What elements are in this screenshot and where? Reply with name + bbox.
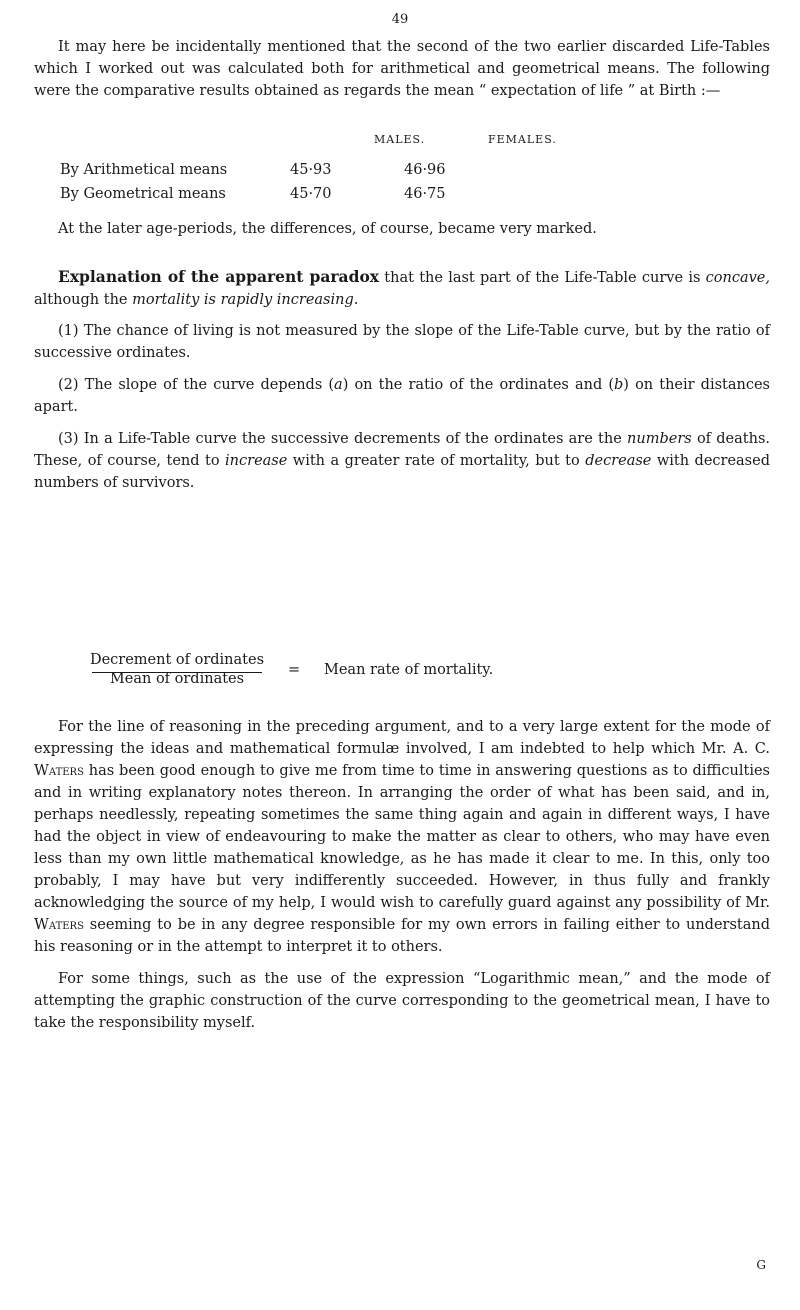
text-span: that the last part of the Life-Table curve is <box>379 270 706 286</box>
italic-span: mortality is rapidly increasing. <box>132 292 359 308</box>
row-label: By Geometrical means <box>60 186 226 202</box>
after-table-text: At the later age-periods, the differences, of course, became very marked. <box>58 221 597 237</box>
text-span: For the line of reasoning in the preceding argument, and to a very large extent for the mode of expressing the ideas and mathematical formulæ involved, I am indebted to help which Mr. A. C. <box>34 719 770 757</box>
italic-span: decrease <box>585 453 652 469</box>
acknowledgement-paragraph <box>34 716 770 958</box>
italic-span: numbers <box>627 431 692 447</box>
italic-span: b <box>614 377 624 393</box>
closing-paragraph: For some things, such as the use of the expression “Logarithmic mean,” and the mode of attempting the graphic construction of the curve corresponding to the geometrical mean, I have to take the responsibility myself. <box>34 971 770 1031</box>
formula-result: Mean rate of mortality. <box>324 662 494 678</box>
text-span: ) on the ratio of the ordinates and ( <box>342 377 614 393</box>
females-value: 46·75 <box>404 186 446 202</box>
explanation-paragraph <box>34 266 770 311</box>
formula-numerator: Decrement of ordinates <box>89 652 265 668</box>
formula-denominator: Mean of ordinates <box>109 671 245 687</box>
females-value: 46·96 <box>404 162 446 178</box>
mortality-formula <box>88 652 688 696</box>
col-header-females: FEMALES. <box>488 133 557 146</box>
point-1: (1) The chance of living is not measured by the slope of the Life-Table curve, but by the ratio of successive ordinates. <box>34 323 770 361</box>
col-header-males: MALES. <box>374 133 426 146</box>
text-span: has been good enough to give me from time to time in answering questions as to difficulties and in writing explanatory notes thereon. In arranging the order of what has been said, and in, perhaps needlessly, repeating sometimes the same thing again and again in different ways, I have had the object in view of endeavouring to make the matter as clear to others, who may have even less than my own little mathematical knowledge, as he has made it clear to me. In this, only too probably, I may have but very indifferently succeeded. However, in thus fully and frankly acknowledging the source of my help, I would wish to carefully guard against any possibility of Mr. <box>34 763 770 911</box>
text-span: seeming to be in any degree responsible for my own errors in failing either to understand his reasoning or in the attempt to interpret it to others. <box>34 917 770 955</box>
row-label: By Arithmetical means <box>60 162 228 178</box>
males-value: 45·93 <box>290 162 332 178</box>
text-span: (2) The slope of the curve depends ( <box>58 377 335 393</box>
text-span: ) on their distances apart. <box>34 377 770 415</box>
italic-span: a <box>334 377 343 393</box>
formula-equals: = <box>288 662 301 678</box>
name-span: Waters <box>34 917 84 933</box>
page-number: 49 <box>391 12 409 27</box>
text-span: of deaths. These, of course, tend to <box>34 431 770 469</box>
text-span: with a greater rate of mortality, but to <box>287 453 586 469</box>
text-span: with decreased numbers of survivors. <box>34 453 770 491</box>
table-row <box>60 186 660 208</box>
point-2 <box>34 374 770 418</box>
text-span: although the <box>34 292 133 308</box>
intro-paragraph: It may here be incidentally mentioned that the second of the two earlier discarded Life-Tables which I worked out was calculated both for arithmetical and geometrical means. The following were the comparative results obtained as regards the mean “ expectation of life ” at Birth :— <box>34 39 770 99</box>
signature-mark: G <box>756 1258 766 1272</box>
explanation-heading: Explanation of the apparent paradox <box>58 267 380 286</box>
point-3 <box>34 428 770 494</box>
text-span: (3) In a Life-Table curve the successive decrements of the ordinates are the <box>58 431 628 447</box>
males-value: 45·70 <box>290 186 332 202</box>
italic-span: increase <box>225 453 288 469</box>
name-span: Waters <box>34 763 84 779</box>
italic-span: concave, <box>705 270 770 286</box>
table-row <box>60 162 660 184</box>
